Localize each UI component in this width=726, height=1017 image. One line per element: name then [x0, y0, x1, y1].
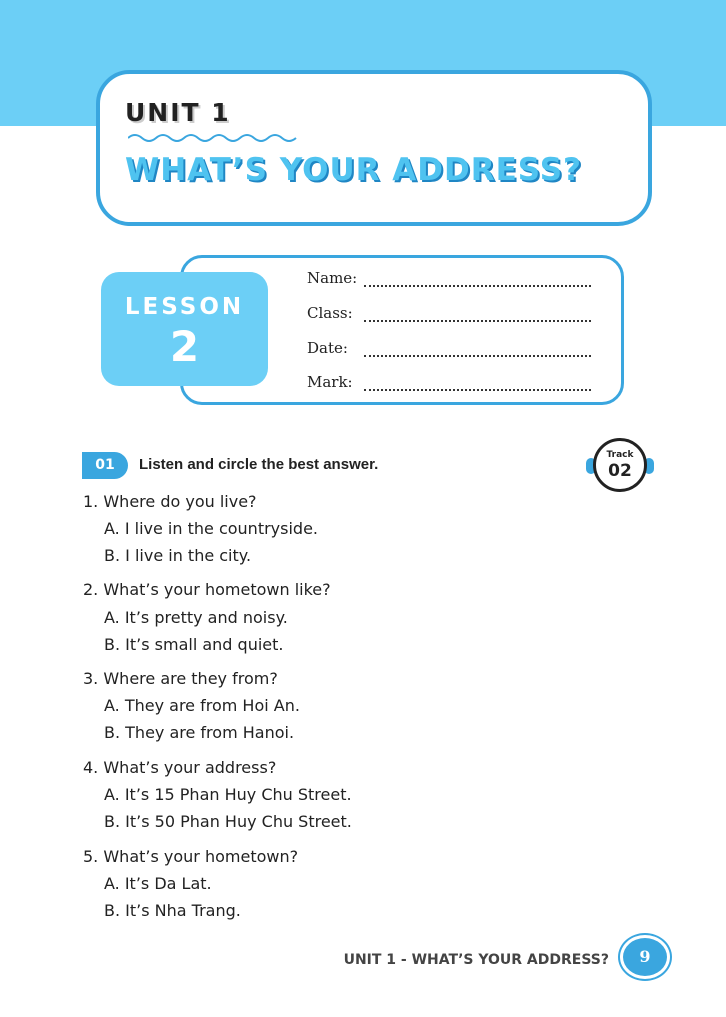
lesson-badge — [101, 272, 268, 386]
unit-header-card — [96, 70, 652, 226]
page-number: 9 — [620, 935, 670, 979]
question-1: 1. Where do you live? — [83, 492, 257, 511]
date-label: Date: — [307, 339, 348, 357]
footer-unit-title: UNIT 1 - WHAT’S YOUR ADDRESS? — [343, 952, 609, 968]
mark-line — [364, 389, 591, 391]
question-4-option-b[interactable]: B. It’s 50 Phan Huy Chu Street. — [104, 812, 352, 831]
question-3: 3. Where are they from? — [83, 669, 278, 688]
date-field[interactable] — [307, 339, 597, 361]
class-line — [364, 320, 591, 322]
question-3-option-a[interactable]: A. They are from Hoi An. — [104, 696, 300, 715]
mark-field[interactable] — [307, 373, 597, 395]
question-3-option-b[interactable]: B. They are from Hanoi. — [104, 723, 295, 742]
name-field[interactable] — [307, 269, 597, 291]
question-4: 4. What’s your address? — [83, 758, 277, 777]
exercise-instruction: Listen and circle the best answer. — [139, 456, 379, 473]
track-label: Track — [606, 450, 634, 460]
lesson-label: LESSON — [124, 294, 245, 320]
exercise-number-badge: 01 — [82, 452, 128, 479]
audio-track-button[interactable] — [585, 437, 655, 495]
unit-label: UNIT 1 — [125, 98, 231, 127]
unit-title: WHAT’S YOUR ADDRESS? — [125, 152, 583, 188]
question-1-option-a[interactable]: A. I live in the countryside. — [104, 519, 318, 538]
mark-label: Mark: — [307, 373, 353, 391]
question-2: 2. What’s your hometown like? — [83, 580, 331, 599]
name-line — [364, 285, 591, 287]
class-field[interactable] — [307, 304, 597, 326]
question-5-option-b[interactable]: B. It’s Nha Trang. — [104, 901, 241, 920]
date-line — [364, 355, 591, 357]
headphones-icon — [593, 438, 647, 492]
question-1-option-b[interactable]: B. I live in the city. — [104, 546, 252, 565]
question-4-option-a[interactable]: A. It’s 15 Phan Huy Chu Street. — [104, 785, 352, 804]
track-number: 02 — [608, 461, 632, 481]
question-5-option-a[interactable]: A. It’s Da Lat. — [104, 874, 212, 893]
class-label: Class: — [307, 304, 353, 322]
question-2-option-a[interactable]: A. It’s pretty and noisy. — [104, 608, 288, 627]
lesson-number: 2 — [169, 322, 200, 371]
name-label: Name: — [307, 269, 358, 287]
question-2-option-b[interactable]: B. It’s small and quiet. — [104, 635, 284, 654]
exercise-header — [82, 452, 642, 482]
wave-divider — [128, 132, 300, 144]
question-5: 5. What’s your hometown? — [83, 847, 299, 866]
